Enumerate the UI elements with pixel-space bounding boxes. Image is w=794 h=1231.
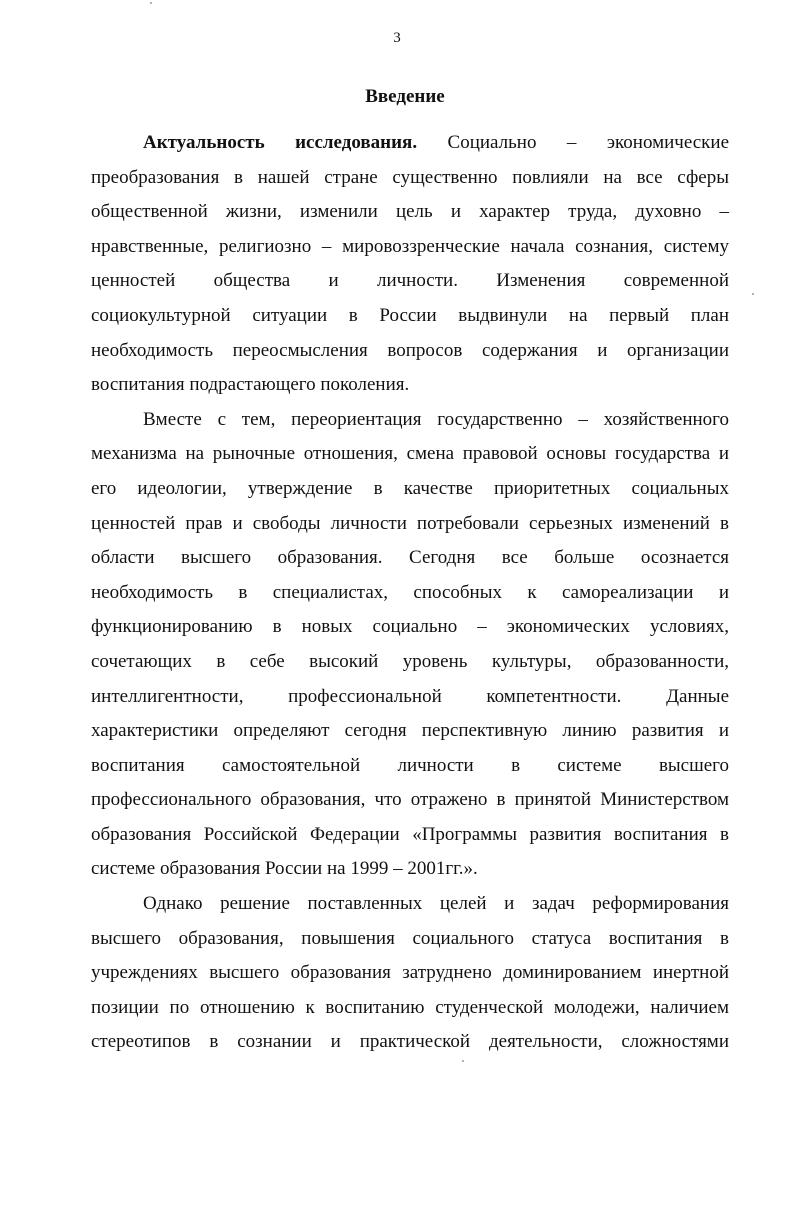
paragraph-line: интеллигентности, профессиональной компетентности. Данные xyxy=(91,685,729,707)
paragraph-line: необходимость переосмысления вопросов содержания и организации xyxy=(91,339,729,361)
paragraph-line: области высшего образования. Сегодня все больше осознается xyxy=(91,547,729,569)
section-heading: Введение xyxy=(365,86,445,107)
paragraph-line: общественной жизни, изменили цель и характер труда, духовно – xyxy=(91,201,729,223)
paragraph-line: образования Российской Федерации «Программы развития воспитания в xyxy=(91,823,729,845)
scan-speck xyxy=(150,2,152,4)
paragraph-line: стереотипов в сознании и практической деятельности, сложностями xyxy=(91,1031,729,1053)
paragraph-line: учреждениях высшего образования затруднено доминированием инертной xyxy=(91,962,729,984)
paragraph-line: преобразования в нашей стране существенно повлияли на все сферы xyxy=(91,166,729,188)
paragraph-line: системе образования России на 1999 – 2001гг.». xyxy=(91,858,478,880)
paragraph-line: ценностей общества и личности. Изменения современной xyxy=(91,270,729,292)
paragraph-line: нравственные, религиозно – мировоззренческие начала сознания, систему xyxy=(91,235,729,257)
paragraph-line: Вместе с тем, переориентация государственно – хозяйственного xyxy=(143,408,729,430)
paragraph-line: профессионального образования, что отражено в принятой Министерством xyxy=(91,789,729,811)
paragraph-challenges xyxy=(91,887,729,1060)
lead-in-bold: Актуальность исследования. xyxy=(143,132,418,153)
paragraph-line: воспитания подрастающего поколения. xyxy=(91,374,410,396)
scan-speck xyxy=(462,1060,464,1062)
paragraph-line: Однако решение поставленных целей и задач реформирования xyxy=(143,893,729,915)
page-number: 3 xyxy=(393,30,401,46)
paragraph-line: механизма на рыночные отношения, смена правовой основы государства и xyxy=(91,443,729,465)
paragraph-line: сочетающих в себе высокий уровень культуры, образованности, xyxy=(91,650,729,672)
body-text xyxy=(91,126,729,1060)
paragraph-relevance xyxy=(91,126,729,403)
paragraph-line: характеристики определяют сегодня перспективную линию развития и xyxy=(91,720,729,742)
paragraph-line: функционированию в новых социально – экономических условиях, xyxy=(91,616,729,638)
paragraph-reorientation xyxy=(91,403,729,887)
paragraph-line: необходимость в специалистах, способных к самореализации и xyxy=(91,581,729,603)
paragraph-line: социокультурной ситуации в России выдвинули на первый план xyxy=(91,304,729,326)
paragraph-line: его идеологии, утверждение в качестве приоритетных социальных xyxy=(91,477,729,499)
paragraph-line: Актуальность исследования. Социально – экономические xyxy=(143,132,729,153)
scan-speck xyxy=(752,293,754,295)
paragraph-line: ценностей прав и свободы личности потребовали серьезных изменений в xyxy=(91,512,729,534)
paragraph-line: воспитания самостоятельной личности в системе высшего xyxy=(91,754,729,776)
paragraph-line: позиции по отношению к воспитанию студенческой молодежи, наличием xyxy=(91,996,729,1018)
paragraph-line: высшего образования, повышения социального статуса воспитания в xyxy=(91,927,729,949)
